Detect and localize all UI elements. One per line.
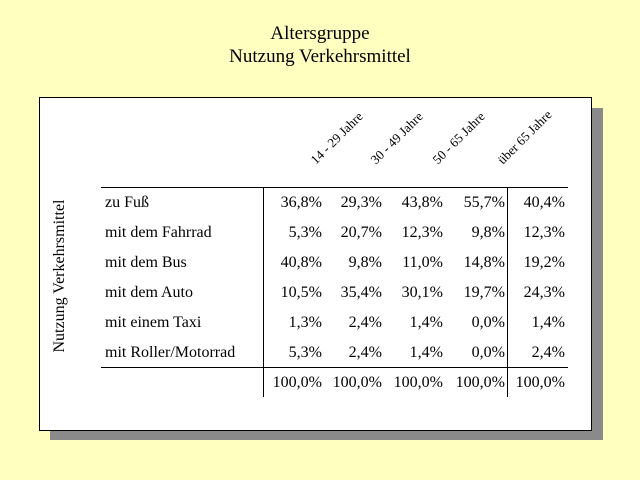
- row-label: mit dem Fahrrad: [105, 224, 212, 241]
- table-cell: 5,3%: [288, 224, 322, 241]
- table-cell: 14,8%: [463, 254, 505, 271]
- table-cell: 9,8%: [348, 254, 382, 271]
- total-cell: 100,0%: [332, 374, 382, 391]
- total-cell: 100,0%: [515, 374, 565, 391]
- table-cell: 1,4%: [531, 314, 565, 331]
- table-cell: 36,8%: [280, 194, 322, 211]
- table-cell: 12,3%: [523, 224, 565, 241]
- table-cell: 1,3%: [288, 314, 322, 331]
- row-label: mit dem Bus: [105, 254, 187, 271]
- table-cell: 2,4%: [531, 344, 565, 361]
- total-cell: 100,0%: [272, 374, 322, 391]
- row-label: mit Roller/Motorrad: [105, 344, 236, 361]
- total-cell: 100,0%: [393, 374, 443, 391]
- column-header-ueber-65: über 65 Jahre: [494, 106, 555, 167]
- table-top-rule: [101, 187, 568, 188]
- total-cell: 100,0%: [455, 374, 505, 391]
- table-cell: 19,2%: [523, 254, 565, 271]
- row-label: mit einem Taxi: [105, 314, 202, 331]
- table-cell: 2,4%: [348, 344, 382, 361]
- row-label: zu Fuß: [105, 194, 149, 211]
- table-cell: 55,7%: [463, 194, 505, 211]
- column-header-50-65: 50 - 65 Jahre: [429, 108, 488, 167]
- table-cell: 20,7%: [340, 224, 382, 241]
- table-cell: 12,3%: [401, 224, 443, 241]
- y-axis-label: Nutzung Verkehrsmittel: [51, 199, 68, 353]
- column-header-14-29: 14 - 29 Jahre: [307, 108, 366, 167]
- table-cell: 40,4%: [523, 194, 565, 211]
- table-cell: 9,8%: [471, 224, 505, 241]
- row-label: mit dem Auto: [105, 284, 193, 301]
- table-cell: 43,8%: [401, 194, 443, 211]
- chart-title: Altersgruppe: [270, 23, 370, 44]
- table-cell: 1,4%: [409, 314, 443, 331]
- table-cell: 11,0%: [402, 254, 443, 271]
- table-cell: 19,7%: [463, 284, 505, 301]
- table-cell: 30,1%: [401, 284, 443, 301]
- table-cell: 10,5%: [280, 284, 322, 301]
- table-cell: 40,8%: [280, 254, 322, 271]
- table-cell: 35,4%: [340, 284, 382, 301]
- table-cell: 2,4%: [348, 314, 382, 331]
- table-cell: 29,3%: [340, 194, 382, 211]
- table-cell: 24,3%: [523, 284, 565, 301]
- table-cell: 0,0%: [471, 314, 505, 331]
- column-header-30-49: 30 - 49 Jahre: [367, 108, 426, 167]
- table-cell: 0,0%: [471, 344, 505, 361]
- table-cell: 5,3%: [288, 344, 322, 361]
- table-cell: 1,4%: [409, 344, 443, 361]
- chart-subtitle: Nutzung Verkehrsmittel: [229, 46, 411, 67]
- table-bottom-rule: [101, 367, 568, 368]
